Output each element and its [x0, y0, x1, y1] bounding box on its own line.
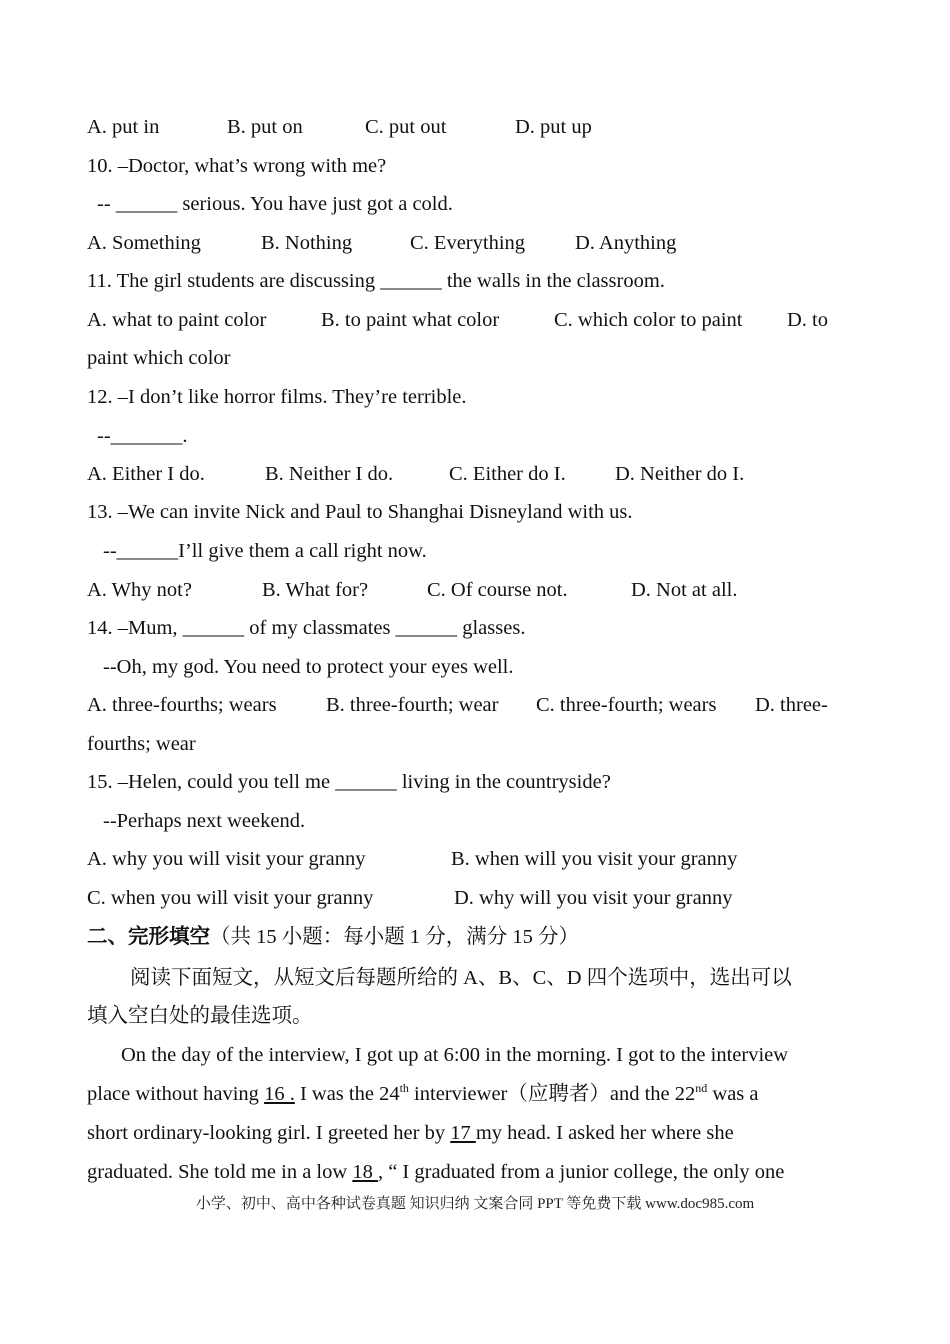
section-note: （共 15 小题：每小题 1 分，满分 15 分） [210, 926, 579, 948]
q10-option-b: B. Nothing [261, 232, 353, 254]
q13-stem: 13. –We can invite Nick and Paul to Shanghai Disneyland with us. [87, 501, 633, 523]
superscript-th: th [399, 1081, 409, 1096]
passage-text: I was the 24 [294, 1083, 400, 1105]
q9-option-c: C. put out [365, 116, 447, 138]
passage-line1: On the day of the interview, I got up at 6:00 in the morning. I got to the interview [121, 1044, 789, 1066]
passage-text: , “ I graduated from a junior college, the only one [377, 1161, 785, 1183]
passage-text: place without having [87, 1083, 265, 1105]
q11-option-b: B. to paint what color [321, 309, 500, 331]
passage-text: was a [707, 1083, 759, 1105]
q9-option-a: A. put in [87, 116, 160, 138]
passage-line3 [87, 1121, 734, 1145]
q13-option-c: C. Of course not. [427, 579, 568, 601]
q12-option-b: B. Neither I do. [265, 463, 394, 485]
passage-line4 [87, 1160, 784, 1184]
q13-option-d: D. Not at all. [631, 579, 738, 601]
q15-option-c: C. when you will visit your granny [87, 887, 374, 909]
q15-option-b: B. when will you visit your granny [451, 848, 738, 870]
q12-option-a: A. Either I do. [87, 463, 205, 485]
superscript-nd: nd [695, 1081, 708, 1096]
q13-option-b: B. What for? [262, 579, 369, 601]
passage-text: my head. I asked her where she [475, 1122, 734, 1144]
q10-reply: -- ______ serious. You have just got a cold. [97, 193, 453, 215]
q15-option-a: A. why you will visit your granny [87, 848, 366, 870]
q15-option-d: D. why will you visit your granny [454, 887, 733, 909]
passage-line2 [87, 1082, 759, 1106]
q10-option-c: C. Everything [410, 232, 526, 254]
q12-option-c: C. Either do I. [449, 463, 566, 485]
q12-option-d: D. Neither do I. [615, 463, 745, 485]
q11-option-d: D. to [787, 309, 828, 331]
blank-17: 17 [450, 1122, 476, 1144]
passage-text: short ordinary-looking girl. I greeted her by [87, 1122, 451, 1144]
q11-stem: 11. The girl students are discussing ______ the walls in the classroom. [87, 270, 665, 292]
q12-reply: --_______. [97, 425, 188, 447]
q9-option-b: B. put on [227, 116, 303, 138]
q9-option-d: D. put up [515, 116, 592, 138]
q11-option-d-wrap: paint which color [87, 347, 231, 369]
blank-16: 16 . [264, 1083, 295, 1105]
section-title: 二、完形填空 [87, 926, 210, 948]
q14-option-c: C. three-fourth; wears [536, 694, 717, 716]
q14-reply: --Oh, my god. You need to protect your eyes well. [103, 656, 514, 678]
q14-stem: 14. –Mum, ______ of my classmates ______ glasses. [87, 617, 526, 639]
q11-option-a: A. what to paint color [87, 309, 267, 331]
q14-option-a: A. three-fourths; wears [87, 694, 277, 716]
q10-option-a: A. Something [87, 232, 201, 254]
q12-stem: 12. –I don’t like horror films. They’re terrible. [87, 386, 467, 408]
passage-text: graduated. She told me in a low [87, 1161, 353, 1183]
passage-text: interviewer（应聘者）and the 22 [408, 1083, 696, 1105]
q11-option-c: C. which color to paint [554, 309, 743, 331]
section-instruction-line1: 阅读下面短文，从短文后每题所给的 A、B、C、D 四个选项中，选出可以 [130, 967, 792, 989]
q15-reply: --Perhaps next weekend. [103, 810, 306, 832]
q10-stem: 10. –Doctor, what’s wrong with me? [87, 155, 387, 177]
q13-reply: --______I’ll give them a call right now. [103, 540, 427, 562]
blank-18: 18 [352, 1161, 378, 1183]
q15-stem: 15. –Helen, could you tell me ______ living in the countryside? [87, 771, 611, 793]
q14-option-d-wrap: fourths; wear [87, 733, 196, 755]
q10-option-d: D. Anything [575, 232, 677, 254]
page-footer: 小学、初中、高中各种试卷真题 知识归纳 文案合同 PPT 等免费下载 www.doc985.com [195, 1196, 755, 1212]
section-heading [87, 925, 579, 949]
q14-option-b: B. three-fourth; wear [326, 694, 499, 716]
q14-option-d: D. three- [755, 694, 828, 716]
section-instruction-line2: 填入空白处的最佳选项。 [87, 1005, 313, 1027]
q13-option-a: A. Why not? [87, 579, 192, 601]
